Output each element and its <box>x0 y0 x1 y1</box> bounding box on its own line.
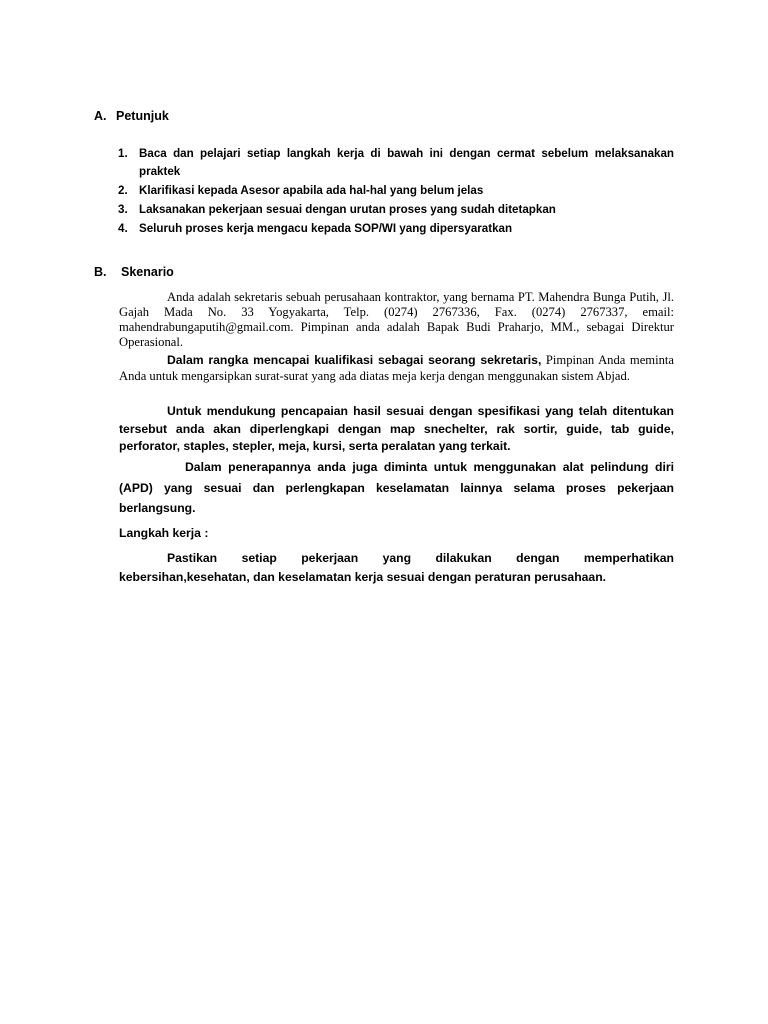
list-item-number: 1. <box>118 147 128 160</box>
scenario-paragraph-2-lead: Dalam rangka mencapai kualifikasi sebagai seorang sekretaris, <box>167 353 542 367</box>
langkah-kerja-paragraph <box>119 549 674 587</box>
scenario-paragraph-1-text: Anda adalah sekretaris sebuah perusahaan kontraktor, yang bernama PT. Mahendra Bunga Putih, Jl. Gajah Mada No. 33 Yogyakarta, Telp. (0274) 2767336, Fax. (0274) 2767337, email: mahendrabungaputih@gmail.com. Pimpinan anda adalah Bapak Budi Praharjo, MM., sebagai Direktur Operasional. <box>119 290 674 349</box>
scenario-paragraph-2 <box>119 353 674 384</box>
scenario-paragraph-4-text: Dalam penerapannya anda juga diminta untuk menggunakan alat pelindung diri (APD) yang sesuai dan perlengkapan keselamatan lainnya selama proses pekerjaan berlangsung. <box>119 460 674 515</box>
list-item-number: 3. <box>118 203 128 216</box>
list-item <box>118 182 674 200</box>
langkah-kerja-text: Pastikan setiap pekerjaan yang dilakukan dengan memperhatikan kebersihan,kesehatan, dan keselamatan kerja sesuai dengan peraturan perusahaan. <box>119 551 674 584</box>
scenario-paragraph-2-rest: Pimpinan Anda meminta Anda untuk mengarsipkan surat-surat yang ada diatas meja kerja dengan menggunakan sistem Abjad. <box>119 353 674 383</box>
scenario-paragraph-4 <box>119 457 674 519</box>
section-a-title: Petunjuk <box>116 109 169 123</box>
section-a-letter: A. <box>94 109 107 123</box>
section-b-letter: B. <box>94 265 107 279</box>
section-b-title: Skenario <box>121 265 174 279</box>
list-item <box>118 145 674 181</box>
list-item-text: Klarifikasi kepada Asesor apabila ada hal-hal yang belum jelas <box>139 184 484 197</box>
list-item-text: Laksanakan pekerjaan sesuai dengan urutan proses yang sudah ditetapkan <box>139 203 556 216</box>
section-a-heading <box>94 109 294 125</box>
scenario-paragraph-1 <box>119 290 674 350</box>
list-item-text: Seluruh proses kerja mengacu kepada SOP/WI yang dipersyaratkan <box>139 222 513 235</box>
list-item-number: 2. <box>118 184 128 197</box>
langkah-kerja-heading: Langkah kerja : <box>119 526 209 540</box>
list-item <box>118 220 674 238</box>
list-item-number: 4. <box>118 222 128 235</box>
list-item <box>118 201 674 219</box>
scenario-paragraph-3-text: Untuk mendukung pencapaian hasil sesuai dengan spesifikasi yang telah ditentukan tersebut anda akan diperlengkapi dengan map snechelter, rak sortir, guide, tab guide, perforator, staples, stepler, meja, kursi, serta peralatan yang terkait. <box>119 404 674 454</box>
list-item-text: Baca dan pelajari setiap langkah kerja di bawah ini dengan cermat sebelum melaksanakan praktek <box>139 147 674 178</box>
section-b-heading <box>94 265 294 281</box>
scenario-paragraph-3 <box>119 403 674 456</box>
